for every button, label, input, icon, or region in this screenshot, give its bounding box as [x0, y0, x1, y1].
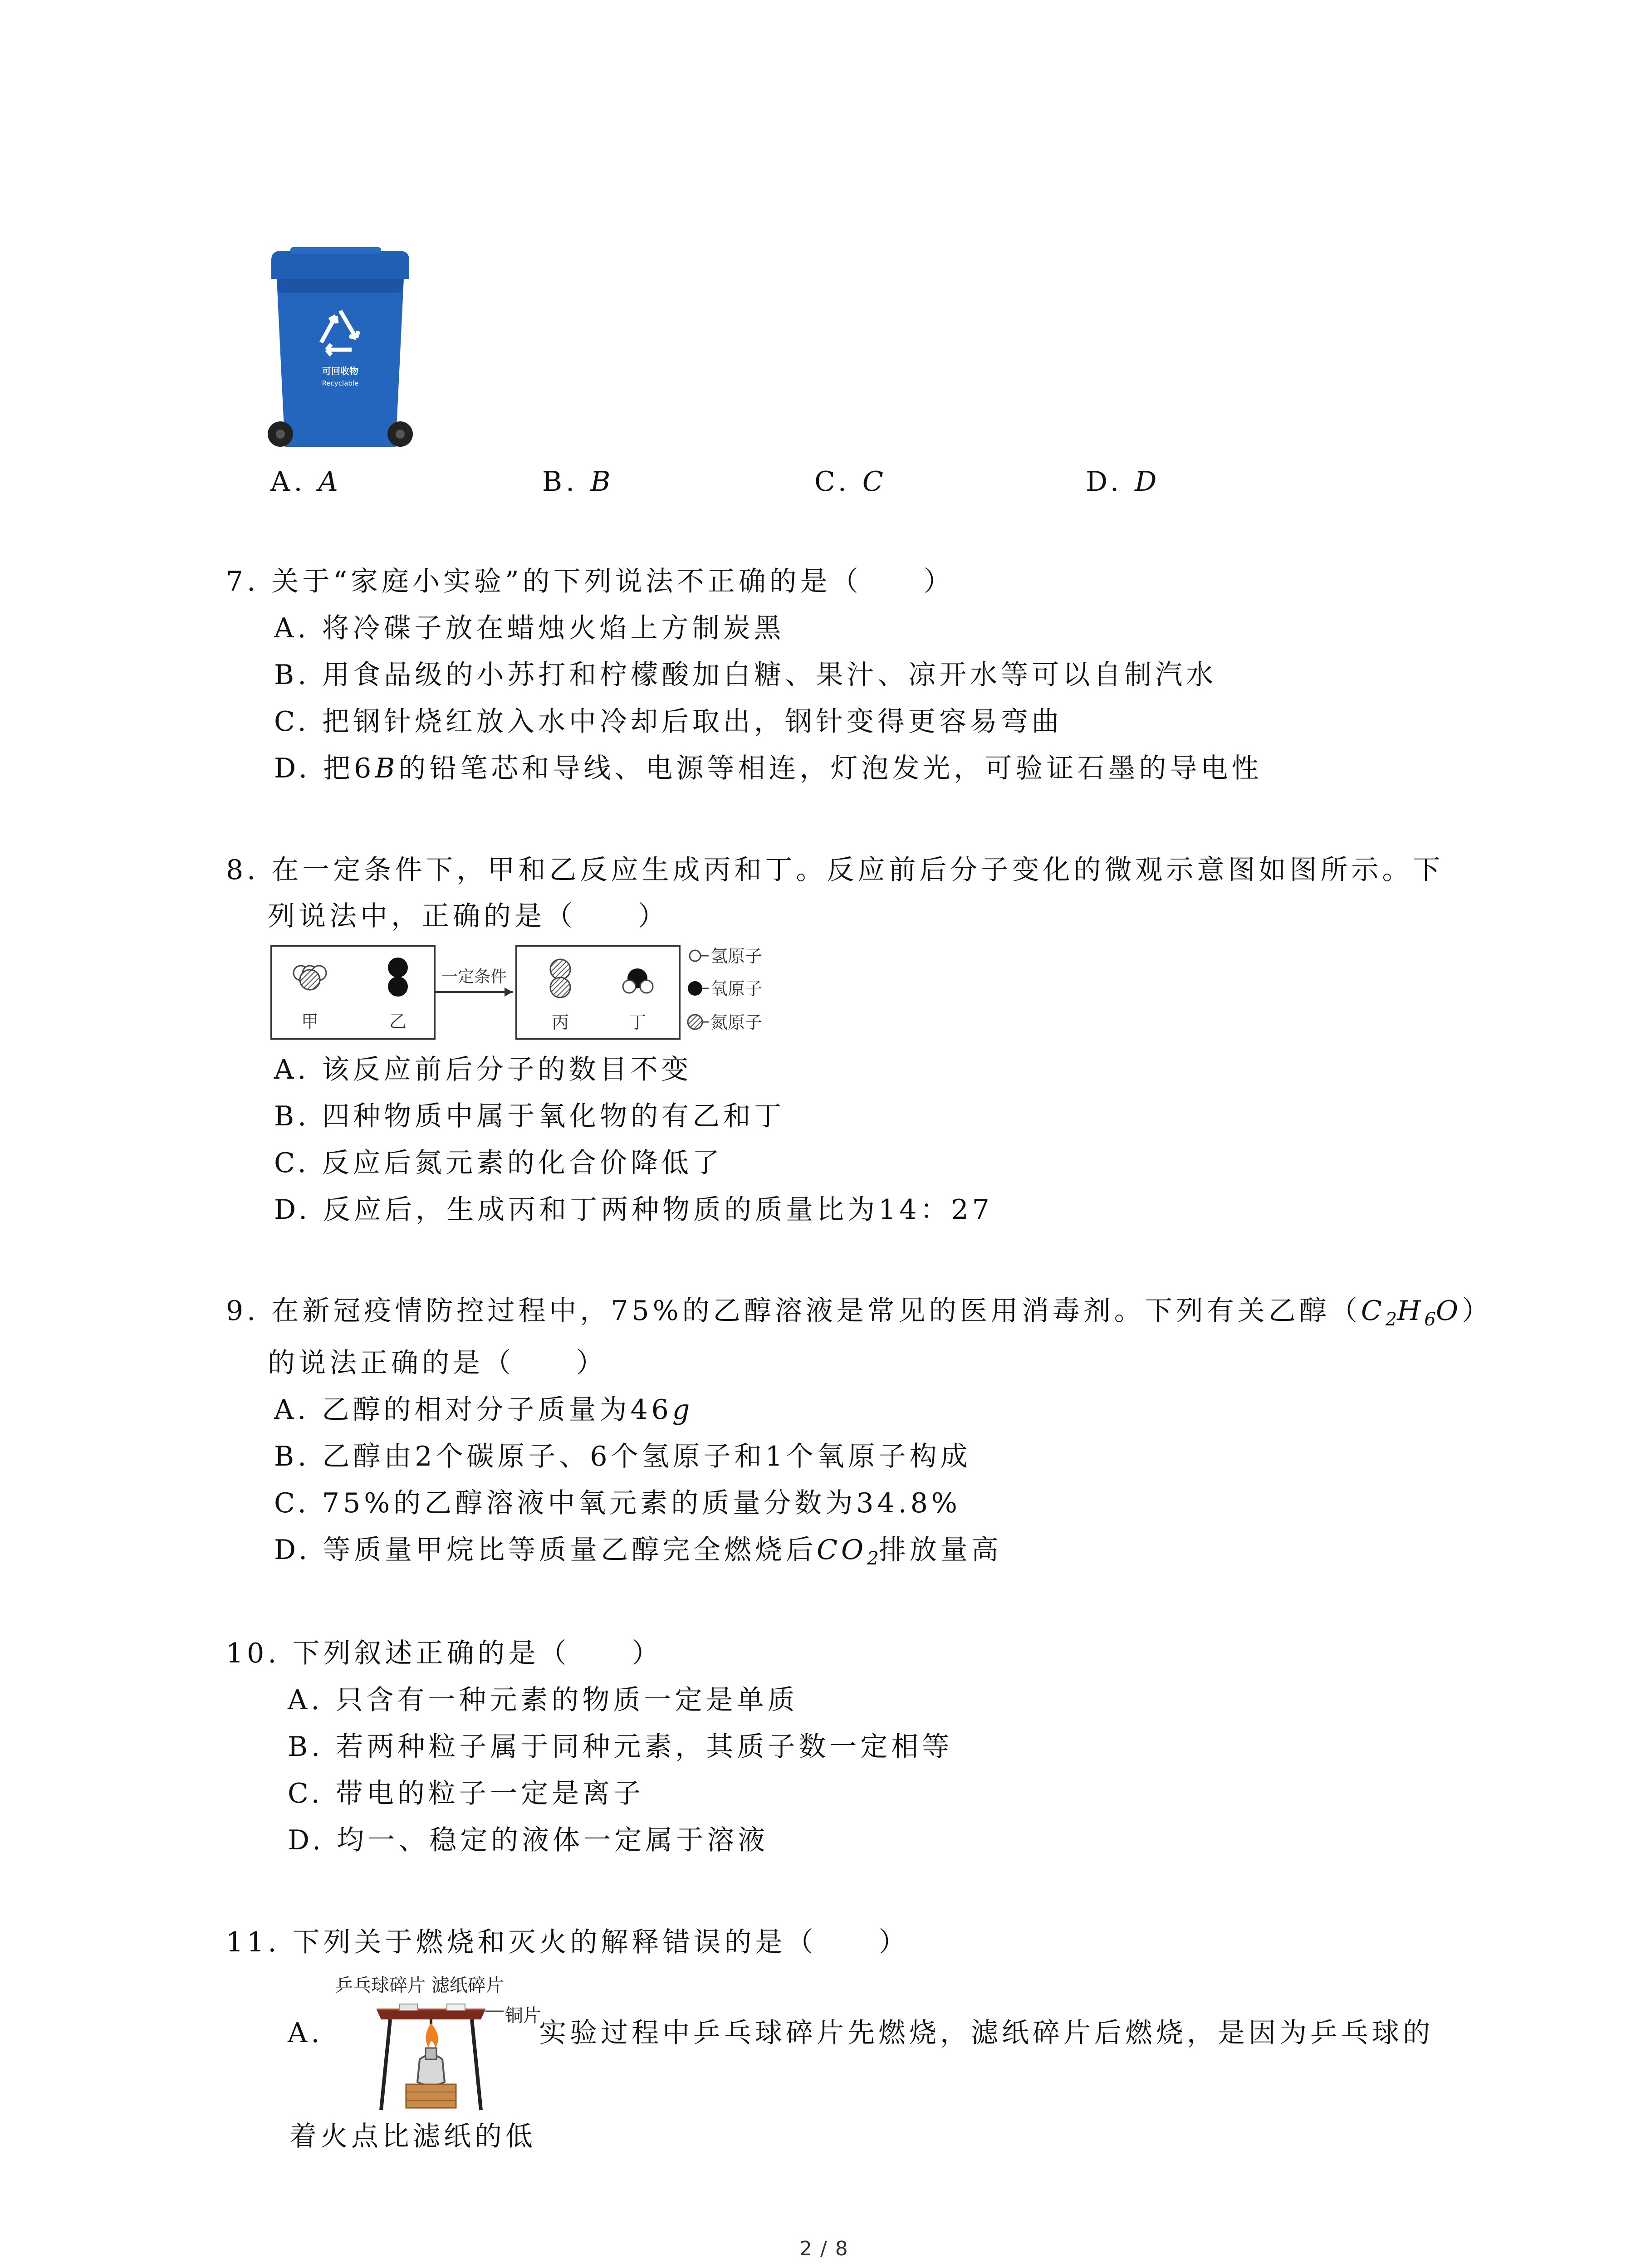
bin-text-cn: 可回收物: [322, 366, 358, 376]
q8-reaction-diagram: [268, 941, 812, 1046]
q7-option-d: D. 把6B的铅笔芯和导线、电源等相连，灯泡发光，可验证石墨的导电性: [274, 753, 1263, 784]
bin-text-en: Recyclable: [322, 379, 359, 387]
q7-option-c: C. 把钢针烧红放入水中冷却后取出，钢针变得更容易弯曲: [274, 706, 1063, 738]
label-ding: 丁: [628, 1012, 647, 1032]
q8-option-b: B. 四种物质中属于氧化物的有乙和丁: [274, 1100, 785, 1132]
legend-nitrogen: 氮原子: [710, 1012, 763, 1032]
q9-option-b: B. 乙醇由2个碳原子、6个氢原子和1个氧原子构成: [274, 1441, 971, 1472]
q10-option-a: A. 只含有一种元素的物质一定是单质: [288, 1684, 798, 1716]
page-number: 2 / 8: [799, 2237, 849, 2260]
q6-option-d: D. D: [1086, 466, 1161, 498]
q6-option-a: A. A: [270, 466, 342, 498]
q7-option-b: B. 用食品级的小苏打和柠檬酸加白糖、果汁、凉开水等可以自制汽水: [274, 659, 1217, 691]
q9-option-a: A. 乙醇的相对分子质量为46g: [274, 1394, 694, 1426]
q8-option-a: A. 该反应前后分子的数目不变: [274, 1054, 692, 1085]
legend-hydrogen: 氢原子: [710, 946, 763, 966]
q6-option-c: C. C: [814, 466, 887, 498]
q10-option-c: C. 带电的粒子一定是离子: [288, 1778, 644, 1809]
q9-option-d: D. 等质量甲烷比等质量乙醇完全燃烧后$CO_2$排放量高: [274, 1534, 1002, 1569]
reaction-condition: 一定条件: [441, 968, 507, 986]
q11-option-a-letter: A.: [288, 2017, 323, 2049]
q6-option-b: B. B: [542, 466, 614, 498]
q8-stem-line1: 8. 在一定条件下，甲和乙反应生成丙和丁。反应前后分子变化的微观示意图如图所示。下: [226, 854, 1444, 886]
label-bing: 丙: [551, 1012, 569, 1032]
q8-option-c: C. 反应后氮元素的化合价降低了: [274, 1147, 723, 1179]
legend-oxygen: 氧原子: [710, 979, 763, 999]
q11-option-a-text: 实验过程中乒乓球碎片先燃烧，滤纸碎片后燃烧，是因为乒乓球的: [539, 2017, 1434, 2049]
q9-option-c: C. 75%的乙醇溶液中氧元素的质量分数为34.8%: [274, 1487, 961, 1519]
q11-stem: 11. 下列关于燃烧和灭火的解释错误的是（ ）: [226, 1926, 910, 1958]
q11-fig-label-side: 铜片: [505, 2005, 541, 2026]
q11-fig-label-top: 乒乓球碎片 滤纸碎片: [335, 1975, 504, 1996]
q10-option-d: D. 均一、稳定的液体一定属于溶液: [288, 1824, 769, 1856]
q7-option-a: A. 将冷碟子放在蜡烛火焰上方制炭黑: [274, 612, 785, 644]
q8-stem-line2: 列说法中，正确的是（ ）: [268, 900, 669, 932]
q11-option-a-cont: 着火点比滤纸的低: [289, 2121, 536, 2152]
label-jia: 甲: [301, 1012, 319, 1031]
q9-stem-line1: 9. 在新冠疫情防控过程中，75%的乙醇溶液是常见的医用消毒剂。下列有关乙醇$(C_2H_6O)$: [226, 1295, 1493, 1330]
q8-option-d: D. 反应后，生成丙和丁两种物质的质量比为14：27: [274, 1194, 993, 1226]
q10-stem: 10. 下列叙述正确的是（ ）: [226, 1637, 663, 1669]
recycle-bin-image: [263, 247, 417, 458]
label-yi: 乙: [389, 1012, 407, 1031]
q7-stem: 7. 关于“家庭小实验”的下列说法不正确的是（ ）: [226, 566, 955, 597]
q9-stem-line2: 的说法正确的是（ ）: [268, 1347, 607, 1379]
q10-option-b: B. 若两种粒子属于同种元素，其质子数一定相等: [288, 1731, 953, 1763]
